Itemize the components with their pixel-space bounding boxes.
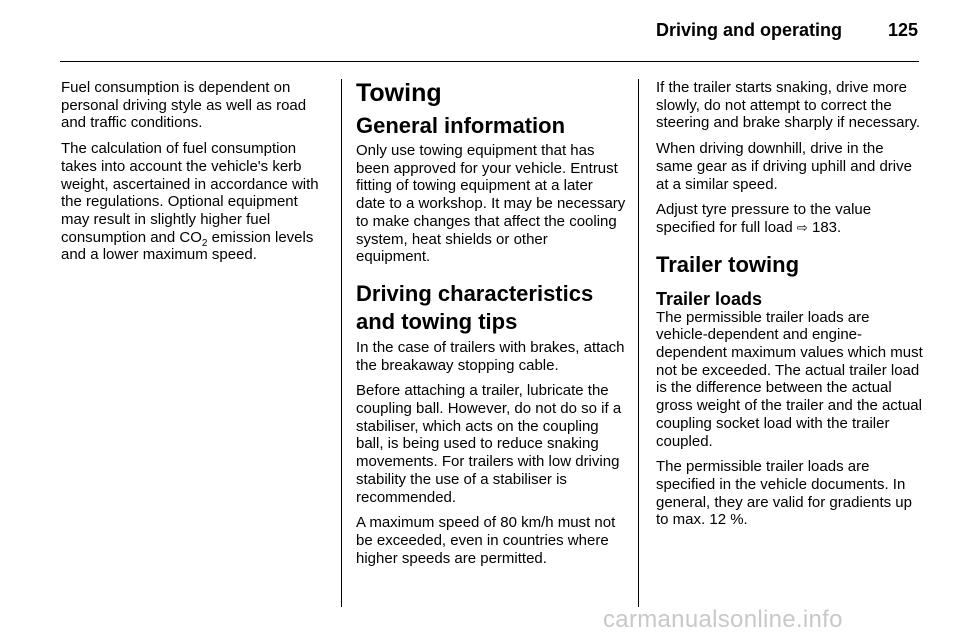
snaking-paragraph: If the trailer starts snaking, drive more slowly, do not attempt to correct the steering and brake sharply if necessary. xyxy=(656,79,921,132)
breakaway-cable-paragraph: In the case of trailers with brakes, attach the breakaway stopping cable. xyxy=(356,338,625,374)
co2-subscript: 2 xyxy=(201,237,208,249)
page-header xyxy=(60,14,918,48)
page-reference-arrow-icon: ⇨ xyxy=(796,219,808,235)
tyre-pressure-text: Adjust tyre pressure to the value specified for full load xyxy=(656,201,872,236)
fuel-calculation-text: The calculation of fuel consumption takes into account the vehicle's kerb weight, ascertained in accordance with the regulations. Optional equipment may result in slightly higher fuel consumption and CO xyxy=(61,140,319,246)
column-left xyxy=(61,79,327,272)
tyre-pressure-paragraph xyxy=(656,201,924,236)
downhill-paragraph: When driving downhill, drive in the same gear as if driving uphill and drive at a similar speed. xyxy=(656,140,912,193)
heading-trailer-towing: Trailer towing xyxy=(656,251,800,277)
page-reference[interactable]: 183. xyxy=(807,218,842,236)
heading-general-information: General information xyxy=(356,113,566,138)
column-middle xyxy=(356,79,626,575)
section-title: Driving and operating xyxy=(655,20,842,40)
watermark: carmanualsonline.info xyxy=(603,606,843,633)
heading-towing: Towing xyxy=(356,79,442,107)
column-divider-left xyxy=(341,79,342,607)
max-speed-paragraph: A maximum speed of 80 km/h must not be exceeded, even in countries where higher speeds are permitted. xyxy=(356,514,616,567)
trailer-loads-paragraph: The permissible trailer loads are vehicle-dependent and engine-dependent maximum values which must not be exceeded. The actual trailer load is the difference between the actual gross weight of the trailer and the actual coupling socket load with the trailer coupled. xyxy=(656,308,923,450)
trailer-documents-paragraph: The permissible trailer loads are specified in the vehicle documents. In general, they are valid for gradients up to max. 12 %. xyxy=(656,458,912,529)
heading-trailer-loads: Trailer loads xyxy=(656,288,763,309)
emission-text: emission levels and a lower maximum speed. xyxy=(61,228,314,264)
fuel-consumption-paragraph: Fuel consumption is dependent on personal driving style as well as road and traffic conditions. xyxy=(61,79,307,132)
column-right xyxy=(656,79,924,537)
coupling-ball-paragraph: Before attaching a trailer, lubricate the coupling ball. However, do not do so if a stabiliser, which acts on the coupling ball, is being used to reduce snaking movements. For trailers with low driving stability the use of a stabiliser is recommended. xyxy=(356,382,622,506)
fuel-calculation-paragraph xyxy=(61,140,327,264)
header-rule xyxy=(60,61,919,62)
heading-driving-characteristics: Driving characteristics and towing tips xyxy=(356,280,594,334)
page-number: 125 xyxy=(887,20,918,40)
general-info-paragraph: Only use towing equipment that has been approved for your vehicle. Entrust fitting of towing equipment at a later date to a workshop. It may be necessary to make changes that affect the cooling system, heat shields or other equipment. xyxy=(356,142,626,266)
column-divider-right xyxy=(638,79,639,607)
